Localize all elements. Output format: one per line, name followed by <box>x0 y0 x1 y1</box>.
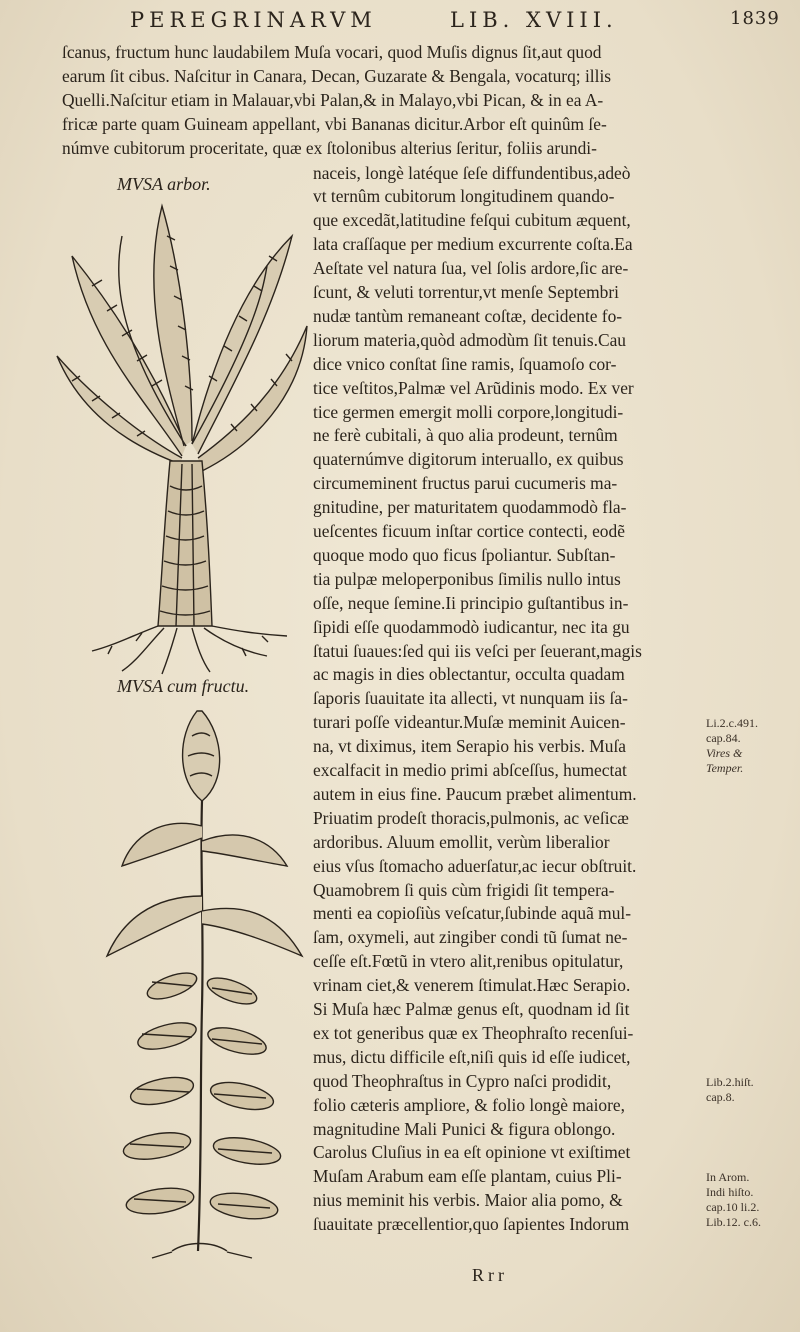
signature-mark: Rrr <box>472 1265 508 1285</box>
margin-note-line: cap.84. <box>706 731 741 746</box>
musa-fruit-illustration <box>92 706 312 1266</box>
margin-note-line: cap.10 li.2. <box>706 1200 760 1215</box>
running-header <box>130 8 780 38</box>
margin-note-line: Li.2.c.491. <box>706 716 758 731</box>
text-line: ardoribus. Aluum emollit, verùm liberalior <box>313 831 610 852</box>
margin-note-line: Temper. <box>706 761 744 776</box>
page-number: 1839 <box>730 8 780 29</box>
text-line: ſipidi eſſe quodammodò iudicantur, nec ita gu <box>313 616 630 637</box>
text-line: Muſam Arabum eam eſſe plantam, cuius Pli- <box>313 1166 622 1187</box>
text-line: ſam, oxymeli, aut zingiber condi tũ ſumat ne- <box>313 927 628 948</box>
text-line: lata craſſaque per medium excurrente coſta.Ea <box>313 234 633 255</box>
header-book: LIB. XVIII. <box>450 8 618 32</box>
text-line: na, vt diximus, item Serapio his verbis. Muſa <box>313 736 626 757</box>
text-line: ex tot generibus quæ ex Theophraſto recenſui- <box>313 1022 634 1043</box>
margin-note-line: Vires & <box>706 746 743 761</box>
text-line: ac magis in dies oblectantur, occulta quadam <box>313 664 625 685</box>
text-line: autem in eius fine. Paucum præbet alimentum. <box>313 783 637 804</box>
text-line: eius vſus ſtomacho aduerſatur,ac iecur obſtruit. <box>313 855 637 876</box>
text-line: Carolus Cluſius in ea eſt opinione vt exiſtimet <box>313 1142 631 1163</box>
text-line: ſcunt, & veluti torrentur,vt menſe Septembri <box>313 282 619 302</box>
margin-note-line: cap.8. <box>706 1089 735 1104</box>
text-line: naceis, longè latéque ſeſe diffundentibus,adeò <box>313 162 631 183</box>
text-line: que excedãt,latitudine feſqui cubitum æquent, <box>313 210 631 231</box>
margin-note-line: Lib.12. c.6. <box>706 1215 761 1230</box>
text-line: excalfacit in medio primi abſceſſus, humectat <box>313 760 627 780</box>
text-line: númve cubitorum proceritate, quæ ex ſtolonibus alterius ſeritur, foliis arundi- <box>62 137 597 158</box>
text-line: magnitudine Mali Punici & figura oblongo. <box>313 1118 616 1139</box>
text-line: tia pulpæ meloperponibus ſimilis nullo intus <box>313 568 621 589</box>
caption-musa-fructu: MVSA cum fructu. <box>117 676 250 696</box>
text-line: Si Muſa hæc Palmæ genus eſt, quodnam id ſit <box>313 999 630 1019</box>
text-line: ne ferè cubitali, à quo alia prodeunt, ternûm <box>313 425 618 446</box>
text-line: mus, dictu difficile eſt,niſi quis id eſſe iudicet, <box>313 1046 631 1067</box>
text-line: vrinam ciet,& venerem ſtimulat.Hæc Serapio. <box>313 975 631 996</box>
text-line: Aeſtate vel natura ſua, vel ſolis ardore,ſic are- <box>313 258 629 279</box>
text-line: ſcanus, fructum hunc laudabilem Muſa vocari, quod Muſis dignus ſit,aut quod <box>62 42 602 62</box>
text-line: turari poſſe videantur.Muſæ meminit Auicen- <box>313 712 626 733</box>
text-line: ceſſe eſt.Fœtũ in vtero alit,renibus opitulatur, <box>313 951 624 972</box>
text-line: Quelli.Naſcitur etiam in Malauar,vbi Palan,& in Malayo,vbi Pican, & in ea A- <box>62 89 604 110</box>
header-title: PEREGRINARVM <box>130 8 377 32</box>
text-line: ſaporis ſuauitate ita allecti, vt nunquam iis ſa- <box>313 688 628 709</box>
text-line: ueſcentes ficuum inſtar cortice contecti, eodẽ <box>313 521 625 541</box>
text-line: nius meminit his verbis. Maior alia pomo, & <box>313 1190 623 1211</box>
text-line: gnitudine, per maturitatem quodammodò fla- <box>313 497 627 518</box>
text-line: oſſe, neque ſemine.Ii principio guſtantibus in- <box>313 592 629 613</box>
margin-note-line: Lib.2.hiſt. <box>706 1074 754 1089</box>
text-line: Priuatim prodeſt thoracis,pulmonis, ac veſicæ <box>313 807 629 828</box>
text-line: tice veſtitos,Palmæ vel Arũdinis modo. Ex ver <box>313 377 634 398</box>
text-line: ſuauitate præcellentior,quo ſapientes Indorum <box>313 1214 630 1235</box>
text-line: circumeminent fructus parui cucumeris ma- <box>313 473 618 494</box>
margin-note-line: In Arom. <box>706 1170 750 1185</box>
text-line: earum ſit cibus. Naſcitur in Canara, Decan, Guzarate & Bengala, vocaturq; illis <box>62 65 612 86</box>
text-line: tice germen emergit molli corpore,longitudi- <box>313 401 624 422</box>
text-line: quaternúmve digitorum interuallo, ex quibus <box>313 449 624 470</box>
margin-note-line: Indi hiſto. <box>706 1185 754 1200</box>
text-line: Quamobrem ſi quis cùm frigidi ſit tempera- <box>313 879 615 900</box>
text-line: ſtatui ſuaues:ſed qui iis veſci per ſeuerant,magis <box>313 640 642 661</box>
text-line: liorum materia,quòd admodùm ſit tenuis.Cau <box>313 329 626 350</box>
text-line: quoque modo quo ficus ſpoliantur. Subſtan- <box>313 544 616 565</box>
text-line: dice vnico conſtat ſine ramis, ſquamoſo cor- <box>313 353 617 374</box>
text-line: nudæ tantùm remaneant coſtæ, decidente fo- <box>313 305 623 326</box>
text-line: quod Theophraſtus in Cypro naſci prodidit, <box>313 1070 612 1091</box>
text-line: menti ea copioſiùs veſcatur,ſubinde aquã mul- <box>313 903 632 924</box>
text-line: fricæ parte quam Guineam appellant, vbi Bananas dicitur.Arbor eſt quinûm ſe- <box>62 113 607 134</box>
musa-tree-illustration <box>52 196 312 676</box>
text-line: folio cæteris ampliore, & folio longè maiore, <box>313 1094 625 1115</box>
text-line: vt ternûm cubitorum longitudinem quando- <box>313 186 615 207</box>
caption-musa-arbor: MVSA arbor. <box>117 174 211 194</box>
